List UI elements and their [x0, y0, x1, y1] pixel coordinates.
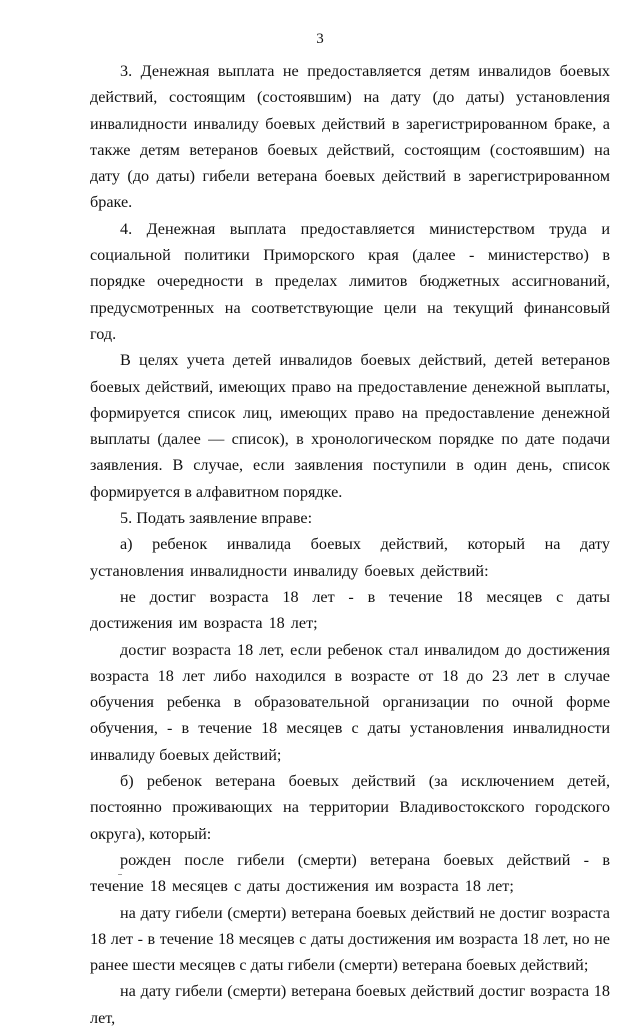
- document-body: [90, 58, 610, 1031]
- page-number: 3: [316, 31, 324, 47]
- paragraph-subitem-a: а) ребенок инвалида боевых действий, который на дату установления инвалидности инвалиду боевых действий:: [90, 535, 610, 580]
- paragraph-list-formation: В целях учета детей инвалидов боевых действий, детей ветеранов боевых действий, имеющих право на предоставление денежной выплаты, формируется список лиц, имеющих право на предоставление денежной выплаты (далее — список), в хронологическом порядке по дате подачи заявления. В случае, если заявления поступили в один день, список формируется в алфавитном порядке.: [90, 351, 610, 501]
- paragraph-subitem-b-born-after: рожден после гибели (смерти) ветерана боевых действий - в течение 18 месяцев с даты достижения им возраста 18 лет;: [90, 850, 610, 896]
- paragraph-item-3: 3. Денежная выплата не предоставляется детям инвалидов боевых действий, состоящим (состоявшим) на дату (до даты) установления инвалидности инвалиду боевых действий в зарегистрированном браке, а также детям ветеранов боевых действий, состоящим (состоявшим) на дату (до даты) гибели ветерана боевых действий в зарегистрированном браке.: [90, 62, 610, 212]
- paragraph-subitem-b-under-18: на дату гибели (смерти) ветерана боевых действий не достиг возраста 18 лет - в течение 18 месяцев с даты достижения им возраста 18 лет, но не ранее шести месяцев с даты гибели (смерти) ветерана боевых действий;: [90, 903, 610, 975]
- paragraph-subitem-a-under-18: не достиг возраста 18 лет - в течение 18 месяцев с даты достижения им возраста 18 лет;: [90, 587, 610, 633]
- paragraph-subitem-a-over-18: достиг возраста 18 лет, если ребенок стал инвалидом до достижения возраста 18 лет либо находился в возрасте от 18 до 23 лет в случае обучения ребенка в образовательной организации по очной форме обучения, - в течение 18 месяцев с даты установления инвалидности инвалиду боевых действий;: [90, 640, 610, 764]
- scan-artifact-mark: [118, 874, 122, 875]
- paragraph-subitem-b: б) ребенок ветерана боевых действий (за исключением детей, постоянно проживающих на территории Владивостокского городского округа), который:: [90, 772, 610, 843]
- paragraph-subitem-b-over-18: на дату гибели (смерти) ветерана боевых действий достиг возраста 18 лет,: [90, 982, 610, 1027]
- paragraph-item-4: 4. Денежная выплата предоставляется министерством труда и социальной политики Приморского края (далее - министерство) в порядке очередности в пределах лимитов бюджетных ассигнований, предусмотренных на соответствующие цели на текущий финансовый год.: [90, 219, 610, 343]
- paragraph-item-5-heading: 5. Подать заявление вправе:: [120, 509, 313, 528]
